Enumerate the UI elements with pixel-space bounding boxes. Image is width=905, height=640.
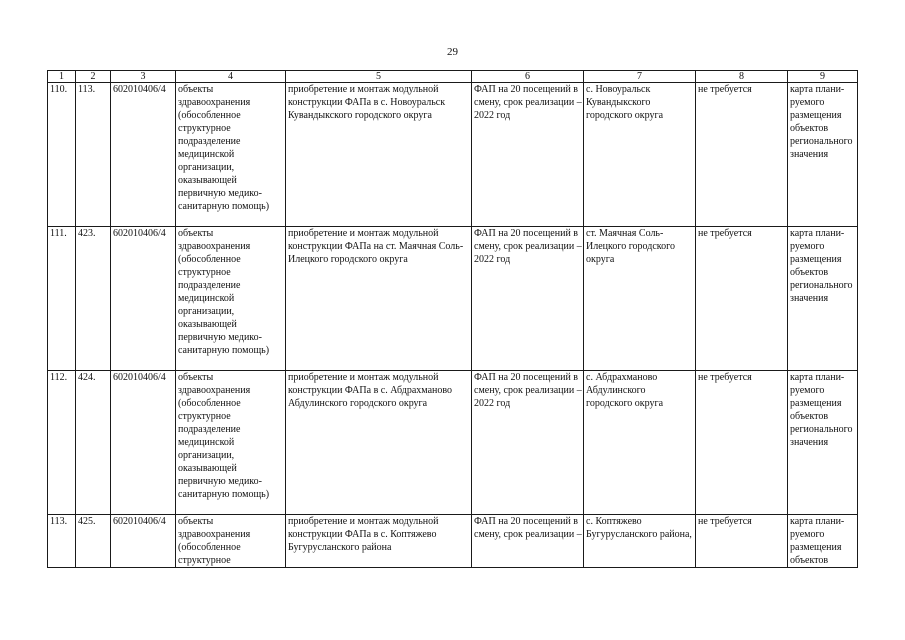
map-cell	[788, 515, 858, 568]
cell-text: с. Коптяжево Бугурусланского района,	[586, 516, 692, 540]
row-number-cell: 112.	[48, 371, 76, 515]
table-row	[48, 83, 858, 227]
characteristics-cell: ФАП на 20 посещений в смену, срок реализации – 2022 год	[472, 371, 584, 515]
column-header: 7	[584, 71, 696, 83]
purpose-cell: приобретение и монтаж модульной конструкции ФАПа в с. Абдрахманово Абдулинского городского округа	[286, 371, 472, 515]
characteristics-cell	[472, 515, 584, 568]
column-header: 5	[286, 71, 472, 83]
cell-text: ФАП на 20 посещений в смену, срок реализации –	[474, 516, 582, 540]
object-type-cell	[176, 515, 286, 568]
row-id-cell: 424.	[76, 371, 111, 515]
row-id-cell: 423.	[76, 227, 111, 371]
row-id-cell: 113.	[76, 83, 111, 227]
object-code-cell: 602010406/4	[111, 83, 176, 227]
row-number-cell: 111.	[48, 227, 76, 371]
purpose-cell: приобретение и монтаж модульной конструкции ФАПа в с. Новоуральск Кувандыкского городского округа	[286, 83, 472, 227]
object-type-cell: объекты здравоохранения (обособленное структурное подразделение медицинской организации, оказывающей первичную медико-санитарную помощь)	[176, 83, 286, 227]
objects-table	[47, 70, 858, 568]
map-cell: карта плани-руемого размещения объектов регионального значения	[788, 83, 858, 227]
table-row	[48, 515, 858, 568]
characteristics-cell: ФАП на 20 посещений в смену, срок реализации – 2022 год	[472, 227, 584, 371]
zone-cell: не требуется	[696, 227, 788, 371]
row-number-cell	[48, 515, 76, 568]
column-header: 6	[472, 71, 584, 83]
column-header: 2	[76, 71, 111, 83]
column-header: 1	[48, 71, 76, 83]
object-type-cell: объекты здравоохранения (обособленное структурное подразделение медицинской организации, оказывающей первичную медико-санитарную помощь)	[176, 371, 286, 515]
column-header: 8	[696, 71, 788, 83]
purpose-cell	[286, 515, 472, 568]
object-code-cell	[111, 515, 176, 568]
table-header-row	[48, 71, 858, 83]
cell-text: 602010406/4	[113, 516, 166, 527]
characteristics-cell: ФАП на 20 посещений в смену, срок реализации – 2022 год	[472, 83, 584, 227]
zone-cell: не требуется	[696, 371, 788, 515]
location-cell: ст. Маячная Соль-Илецкого городского округа	[584, 227, 696, 371]
cell-text: 425.	[78, 516, 96, 527]
location-cell: с. Новоуральск Кувандыкского городского округа	[584, 83, 696, 227]
column-header: 3	[111, 71, 176, 83]
table-row	[48, 227, 858, 371]
cell-text: объекты здравоохранения (обособленное структурное	[178, 516, 251, 566]
page-number: 29	[447, 46, 458, 58]
purpose-cell: приобретение и монтаж модульной конструкции ФАПа на ст. Маячная Соль-Илецкого городского округа	[286, 227, 472, 371]
row-number-cell: 110.	[48, 83, 76, 227]
object-type-cell: объекты здравоохранения (обособленное структурное подразделение медицинской организации, оказывающей первичную медико-санитарную помощь)	[176, 227, 286, 371]
location-cell: с. Абдрахманово Абдулинского городского округа	[584, 371, 696, 515]
table-row	[48, 371, 858, 515]
zone-cell: не требуется	[696, 83, 788, 227]
location-cell	[584, 515, 696, 568]
map-cell: карта плани-руемого размещения объектов регионального значения	[788, 371, 858, 515]
column-header: 4	[176, 71, 286, 83]
row-id-cell	[76, 515, 111, 568]
cell-text: приобретение и монтаж модульной конструкции ФАПа в с. Коптяжево Бугурусланского района	[288, 516, 439, 553]
cell-text: карта плани-руемого размещения объектов	[790, 516, 845, 566]
object-code-cell: 602010406/4	[111, 371, 176, 515]
map-cell: карта плани-руемого размещения объектов регионального значения	[788, 227, 858, 371]
object-code-cell: 602010406/4	[111, 227, 176, 371]
cell-text: 113.	[50, 516, 68, 527]
cell-text: не требуется	[698, 516, 752, 527]
column-header: 9	[788, 71, 858, 83]
zone-cell	[696, 515, 788, 568]
